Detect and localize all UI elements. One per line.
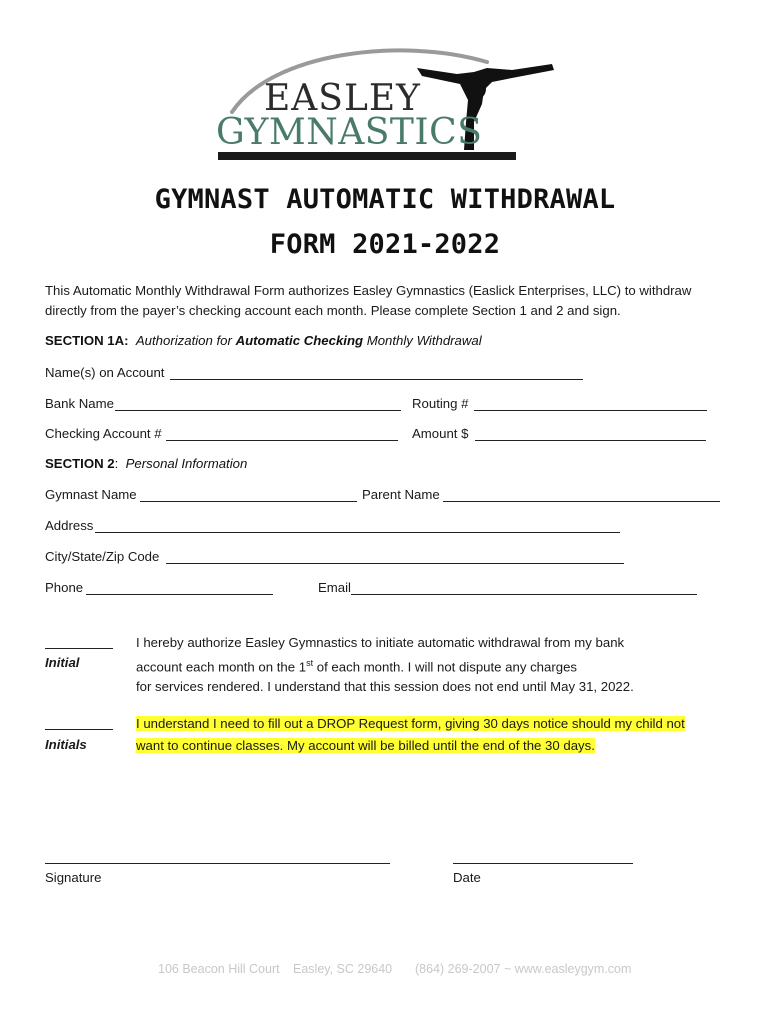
date-label: Date [453,870,481,885]
section-1a-heading [45,333,482,348]
address-field[interactable] [95,532,620,533]
signature-label: Signature [45,870,102,885]
email-field[interactable] [351,594,697,595]
authorization-text [136,633,736,697]
routing-label: Routing # [412,396,469,411]
authorization-line-2: account each month on the 1st of each month. I will not dispute any charges [136,658,578,675]
routing-field[interactable] [474,410,707,411]
footer-address: 106 Beacon Hill Court [158,962,280,976]
authorization-line-1: I hereby authorize Easley Gymnastics to initiate automatic withdrawal from my bank [136,635,625,650]
amount-label: Amount $ [412,426,469,441]
section-2-heading: SECTION 2: Personal Information [45,456,248,471]
gymnast-name-label: Gymnast Name [45,487,137,502]
section-1a-desc-a: Authorization for [135,333,236,348]
form-title-line-1: GYMNAST AUTOMATIC WITHDRAWAL [154,184,616,215]
address-label: Address [45,518,94,533]
drop-notice-line-1: I understand I need to fill out a DROP Request form, giving 30 days notice should my child not [136,716,685,731]
phone-field[interactable] [86,594,273,595]
amount-field[interactable] [475,440,706,441]
drop-notice-line-2: want to continue classes. My account will be billed until the end of the 30 days. [136,738,595,753]
names-on-account-label: Name(s) on Account [45,365,165,380]
bank-name-label: Bank Name [45,396,114,411]
checking-account-label: Checking Account # [45,426,162,441]
form-title-line-2: FORM 2021-2022 [269,229,501,260]
bank-name-field[interactable] [115,410,401,411]
section-1a-label: SECTION 1A: [45,333,129,348]
footer-contact: (864) 269-2007 ~ www.easleygym.com [415,962,632,976]
initials-label: Initials [45,737,87,752]
initial-label: Initial [45,655,80,670]
email-label: Email [318,580,351,595]
section-1a-desc-b: Automatic Checking [235,333,364,348]
city-state-zip-field[interactable] [166,563,624,564]
signature-field[interactable] [45,863,390,864]
drop-notice-text [136,714,736,756]
easley-gymnastics-logo [212,42,562,164]
parent-name-label: Parent Name [362,487,440,502]
logo-line-1: EASLEY [264,78,421,119]
initials-field[interactable] [45,729,113,730]
authorization-line-3: for services rendered. I understand that this session does not end until May 31, 2022. [136,679,634,695]
intro-paragraph: This Automatic Monthly Withdrawal Form authorizes Easley Gymnastics (Easlick Enterprises, LLC) to withdraw directly from the payer’s checking account each month. Please complete Section 1 and 2 and sign. [45,283,692,318]
phone-label: Phone [45,580,84,595]
checking-account-field[interactable] [166,440,398,441]
section-1a-desc-c: Monthly Withdrawal [363,333,482,348]
section-2-label: SECTION 2 [45,456,115,471]
gymnast-name-field[interactable] [140,501,357,502]
footer-city: Easley, SC 29640 [293,962,393,976]
names-on-account-field[interactable] [170,379,583,380]
logo-line-2: GYMNASTICS [216,112,483,153]
parent-name-field[interactable] [443,501,720,502]
city-state-zip-label: City/State/Zip Code [45,549,160,564]
initial-field[interactable] [45,648,113,649]
section-2-desc: Personal Information [125,456,248,471]
date-field[interactable] [453,863,633,864]
